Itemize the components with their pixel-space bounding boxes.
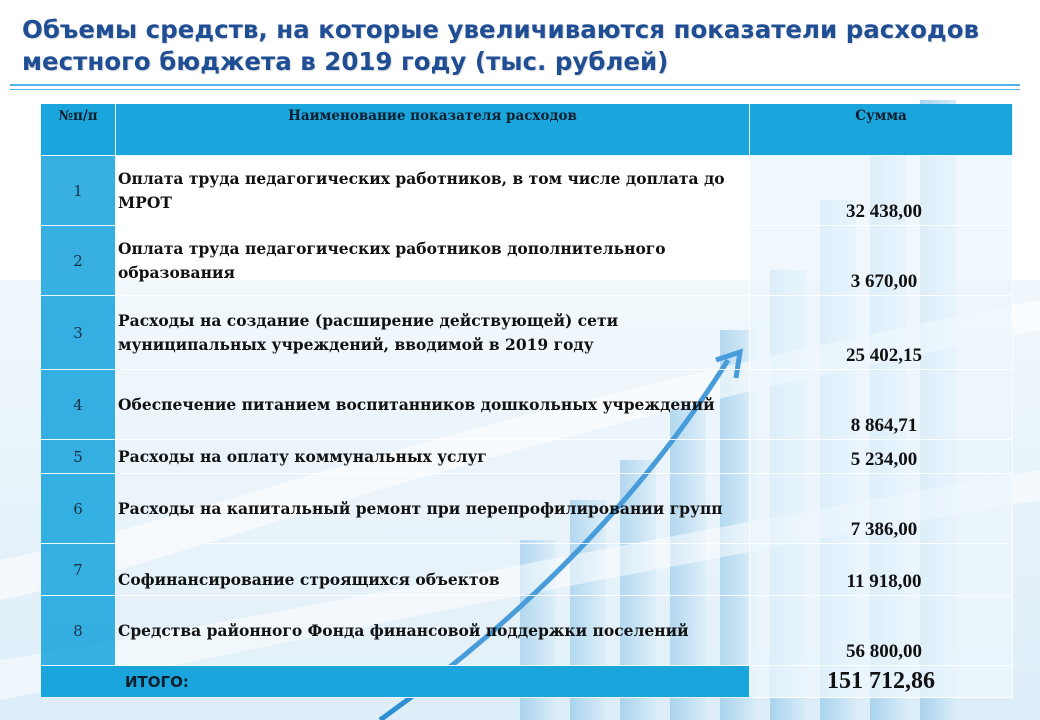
row-4-number: 4 (41, 370, 116, 440)
title-underline-thin (10, 89, 1020, 90)
row-5-name: Расходы на оплату коммунальных услуг (116, 440, 750, 474)
row-7-sum: 11 918,00 (750, 544, 1013, 596)
row-2-number: 2 (41, 226, 116, 296)
row-8-number: 8 (41, 596, 116, 666)
total-label: ИТОГО: (41, 666, 750, 698)
row-5-number: 5 (41, 440, 116, 474)
row-3-number: 3 (41, 296, 116, 370)
row-6-sum: 7 386,00 (750, 474, 1013, 544)
header-name: Наименование показателя расходов (116, 104, 750, 156)
row-1-name: Оплата труда педагогических работников, в том числе доплата до МРОТ (116, 156, 750, 226)
row-8-sum: 56 800,00 (750, 596, 1013, 666)
row-6-number: 6 (41, 474, 116, 544)
row-1-sum: 32 438,00 (750, 156, 1013, 226)
row-3-sum: 25 402,15 (750, 296, 1013, 370)
row-4-sum: 8 864,71 (750, 370, 1013, 440)
header-number: №п/п (41, 104, 116, 156)
title-underline (10, 84, 1020, 86)
title-line-2: местного бюджета в 2019 году (тыс. рублей) (22, 47, 669, 76)
row-5-sum: 5 234,00 (750, 440, 1013, 474)
title-line-1: Объемы средств, на которые увеличиваются показатели расходов (22, 15, 980, 44)
row-8-name: Средства районного Фонда финансовой поддержки поселений (116, 596, 750, 666)
row-3-name: Расходы на создание (расширение действующей) сети муниципальных учреждений, вводимой в 2019 году (116, 296, 750, 370)
row-6-name: Расходы на капитальный ремонт при перепрофилировании групп (116, 474, 750, 544)
expenses-table (41, 104, 1013, 700)
page-title (22, 14, 1022, 78)
row-1-number: 1 (41, 156, 116, 226)
row-7-name: Софинансирование строящихся объектов (116, 544, 750, 596)
header-sum: Сумма (750, 104, 1013, 156)
row-4-name: Обеспечение питанием воспитанников дошкольных учреждений (116, 370, 750, 440)
row-2-name: Оплата труда педагогических работников дополнительного образования (116, 226, 750, 296)
row-7-number: 7 (41, 544, 116, 596)
row-2-sum: 3 670,00 (750, 226, 1013, 296)
total-value: 151 712,86 (750, 666, 1013, 698)
